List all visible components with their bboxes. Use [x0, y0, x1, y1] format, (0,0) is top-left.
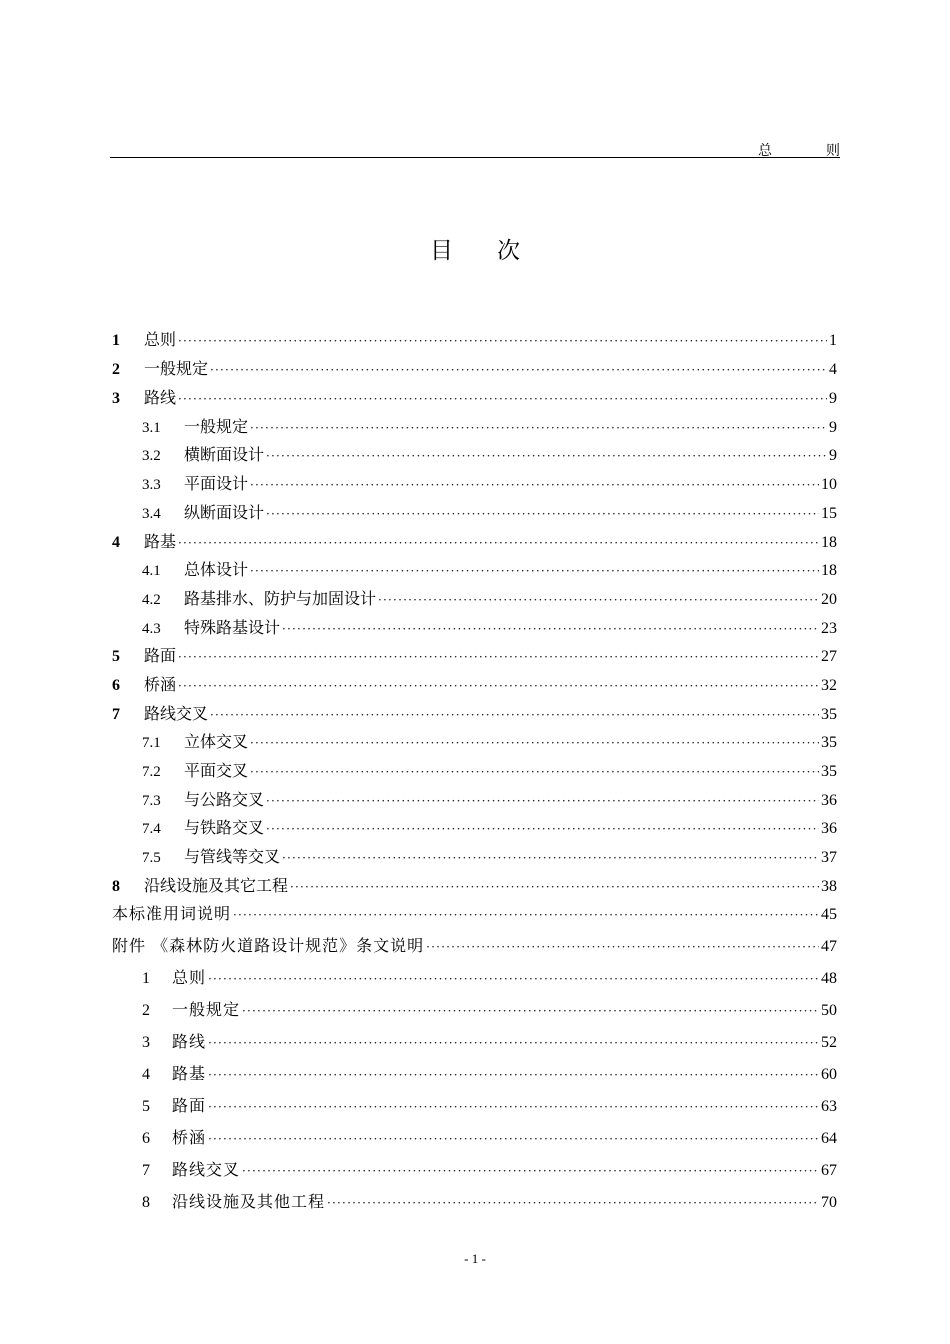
toc-entry-number: 3	[142, 1034, 150, 1051]
toc-entry-label: 一般规定	[184, 417, 249, 436]
dot-leader	[378, 593, 819, 607]
toc-entry-label: 附件 《森林防火道路设计规范》条文说明	[112, 936, 425, 955]
running-header-title: 总 则	[758, 143, 860, 159]
toc-entry[interactable]	[112, 1189, 837, 1217]
toc-entry-number: 1	[142, 970, 150, 987]
toc-entry[interactable]	[112, 327, 837, 355]
toc-entry-page: 9	[829, 390, 837, 407]
dot-leader	[250, 564, 819, 578]
dot-leader	[426, 940, 819, 954]
toc-entry[interactable]	[112, 997, 837, 1025]
toc-entry-label: 桥涵	[144, 675, 177, 694]
toc-entry-label: 一般规定	[144, 359, 209, 378]
toc-entry[interactable]	[112, 873, 837, 901]
toc-entry[interactable]	[112, 672, 837, 700]
toc-entry-number: 2	[112, 361, 120, 378]
dot-leader	[242, 1164, 819, 1178]
toc-entry-page: 9	[829, 419, 837, 436]
toc-entry-page: 37	[821, 849, 837, 866]
toc-entry-page: 4	[829, 361, 837, 378]
dot-leader	[233, 908, 819, 922]
toc-entry-label: 路面	[144, 646, 177, 665]
toc-entry-number: 4	[112, 534, 120, 551]
toc-entry-page: 15	[821, 505, 837, 522]
toc-entry-number: 5	[112, 648, 120, 665]
toc-entry[interactable]	[112, 1061, 837, 1089]
dot-leader	[208, 1068, 819, 1082]
toc-entry[interactable]	[112, 901, 837, 929]
toc-entry-label: 路基排水、防护与加固设计	[184, 589, 377, 608]
toc-entry[interactable]	[112, 1125, 837, 1153]
toc-entry-number: 4.1	[142, 563, 161, 579]
dot-leader	[210, 363, 827, 377]
toc-entry-label: 路线	[172, 1032, 207, 1051]
toc-entry-label: 与铁路交叉	[184, 818, 265, 837]
toc-entry[interactable]	[112, 1029, 837, 1057]
dot-leader	[208, 972, 819, 986]
dot-leader	[208, 1036, 819, 1050]
toc-entry[interactable]	[112, 529, 837, 557]
toc-entry-page: 35	[821, 763, 837, 780]
toc-entry-number: 7.1	[142, 735, 161, 751]
toc-entry-page: 35	[821, 706, 837, 723]
dot-leader	[290, 880, 819, 894]
toc-entry-number: 7.3	[142, 793, 161, 809]
toc-entry[interactable]	[112, 729, 837, 757]
dot-leader	[327, 1196, 819, 1210]
toc-entry-number: 8	[112, 878, 120, 895]
dot-leader	[266, 794, 819, 808]
toc-entry-page: 20	[821, 591, 837, 608]
toc-entry[interactable]	[112, 1157, 837, 1185]
toc-entry-page: 45	[821, 906, 837, 923]
toc-entry-page: 27	[821, 648, 837, 665]
toc-entry-page: 67	[821, 1162, 837, 1179]
toc-entry-number: 7.4	[142, 821, 161, 837]
toc-entry-page: 36	[821, 820, 837, 837]
toc-entry-number: 1	[112, 332, 120, 349]
dot-leader	[208, 1100, 819, 1114]
toc-entry-number: 4.3	[142, 621, 161, 637]
toc-entry-label: 沿线设施及其它工程	[144, 876, 289, 895]
toc-entry-page: 50	[821, 1002, 837, 1019]
toc-entry-number: 3.4	[142, 506, 161, 522]
toc-entry-label: 纵断面设计	[184, 503, 265, 522]
toc-entry-number: 7	[112, 706, 120, 723]
toc-entry-number: 3.2	[142, 448, 161, 464]
dot-leader	[250, 736, 819, 750]
toc-entry-label: 本标准用词说明	[112, 904, 232, 923]
toc-entry-page: 9	[829, 447, 837, 464]
toc-entry[interactable]	[112, 500, 837, 528]
toc-entry-number: 2	[142, 1002, 150, 1019]
toc-entry-page: 38	[821, 878, 837, 895]
toc-entry-number: 5	[142, 1098, 150, 1115]
dot-leader	[178, 679, 819, 693]
toc-entry[interactable]	[112, 385, 837, 413]
toc-entry-page: 63	[821, 1098, 837, 1115]
toc-entry-label: 一般规定	[172, 1000, 241, 1019]
toc-entry-label: 横断面设计	[184, 445, 265, 464]
toc-entry[interactable]	[112, 1093, 837, 1121]
toc-entry-page: 18	[821, 562, 837, 579]
toc-entry-label: 总体设计	[184, 560, 249, 579]
dot-leader	[178, 392, 827, 406]
toc-entry-number: 7.5	[142, 850, 161, 866]
toc-entry-number: 3.3	[142, 477, 161, 493]
toc-entry-page: 10	[821, 476, 837, 493]
dot-leader	[178, 650, 819, 664]
toc-entry[interactable]	[112, 965, 837, 993]
toc-entry[interactable]	[112, 758, 837, 786]
toc-entry-label: 与管线等交叉	[184, 847, 281, 866]
toc-entry-label: 路基	[172, 1064, 207, 1083]
toc-entry-number: 6	[112, 677, 120, 694]
toc-entry-page: 36	[821, 792, 837, 809]
dot-leader	[266, 507, 819, 521]
toc-entry[interactable]	[112, 586, 837, 614]
dot-leader	[282, 851, 819, 865]
toc-entry-page: 47	[821, 938, 837, 955]
toc-entry-label: 路基	[144, 532, 177, 551]
toc-entry[interactable]	[112, 414, 837, 442]
toc-entry[interactable]	[112, 557, 837, 585]
toc-entry-label: 路线交叉	[144, 704, 209, 723]
toc-entry-label: 总则	[172, 968, 207, 987]
toc-entry[interactable]	[112, 615, 837, 643]
toc-entry-number: 8	[142, 1194, 150, 1211]
dot-leader	[250, 765, 819, 779]
toc-entry-label: 路面	[172, 1096, 207, 1115]
dot-leader	[250, 421, 827, 435]
toc-entry-page: 60	[821, 1066, 837, 1083]
dot-leader	[178, 536, 819, 550]
toc-entry[interactable]	[112, 356, 837, 384]
toc-entry-label: 平面交叉	[184, 761, 249, 780]
toc-entry[interactable]	[112, 442, 837, 470]
dot-leader	[208, 1132, 819, 1146]
toc-entry-page: 70	[821, 1194, 837, 1211]
toc-entry[interactable]	[112, 844, 837, 872]
toc-entry-page: 23	[821, 620, 837, 637]
header-rule	[110, 157, 840, 158]
toc-entry-page: 48	[821, 970, 837, 987]
toc-entry[interactable]	[112, 643, 837, 671]
toc-entry-label: 沿线设施及其他工程	[172, 1192, 326, 1211]
toc-entry-label: 桥涵	[172, 1128, 207, 1147]
dot-leader	[242, 1004, 819, 1018]
dot-leader	[178, 334, 827, 348]
toc-entry-number: 4.2	[142, 592, 161, 608]
toc-entry-label: 特殊路基设计	[184, 618, 281, 637]
dot-leader	[250, 478, 819, 492]
toc-entry-label: 总则	[144, 330, 177, 349]
toc-entry-page: 32	[821, 677, 837, 694]
toc-entry-number: 4	[142, 1066, 150, 1083]
toc-entry-number: 3.1	[142, 420, 161, 436]
dot-leader	[266, 449, 827, 463]
toc-entry-label: 平面设计	[184, 474, 249, 493]
toc-entry-number: 7.2	[142, 764, 161, 780]
toc-entry-page: 35	[821, 734, 837, 751]
toc-entry-label: 与公路交叉	[184, 790, 265, 809]
page-number: - 1 -	[464, 1251, 486, 1266]
page-title: 目次	[430, 238, 564, 264]
toc-entry-page: 52	[821, 1034, 837, 1051]
toc-entry-number: 7	[142, 1162, 150, 1179]
dot-leader	[282, 622, 819, 636]
toc-entry[interactable]	[112, 787, 837, 815]
toc-entry-number: 3	[112, 390, 120, 407]
toc-entry-page: 18	[821, 534, 837, 551]
toc-entry-number: 6	[142, 1130, 150, 1147]
toc-entry[interactable]	[112, 933, 837, 961]
toc-entry-page: 1	[829, 332, 837, 349]
toc-entry[interactable]	[112, 701, 837, 729]
toc-entry-label: 立体交叉	[184, 732, 249, 751]
toc-entry-label: 路线	[144, 388, 177, 407]
toc-entry[interactable]	[112, 471, 837, 499]
dot-leader	[266, 822, 819, 836]
toc-entry-label: 路线交叉	[172, 1160, 241, 1179]
toc-entry[interactable]	[112, 815, 837, 843]
dot-leader	[210, 708, 819, 722]
toc-entry-page: 64	[821, 1130, 837, 1147]
